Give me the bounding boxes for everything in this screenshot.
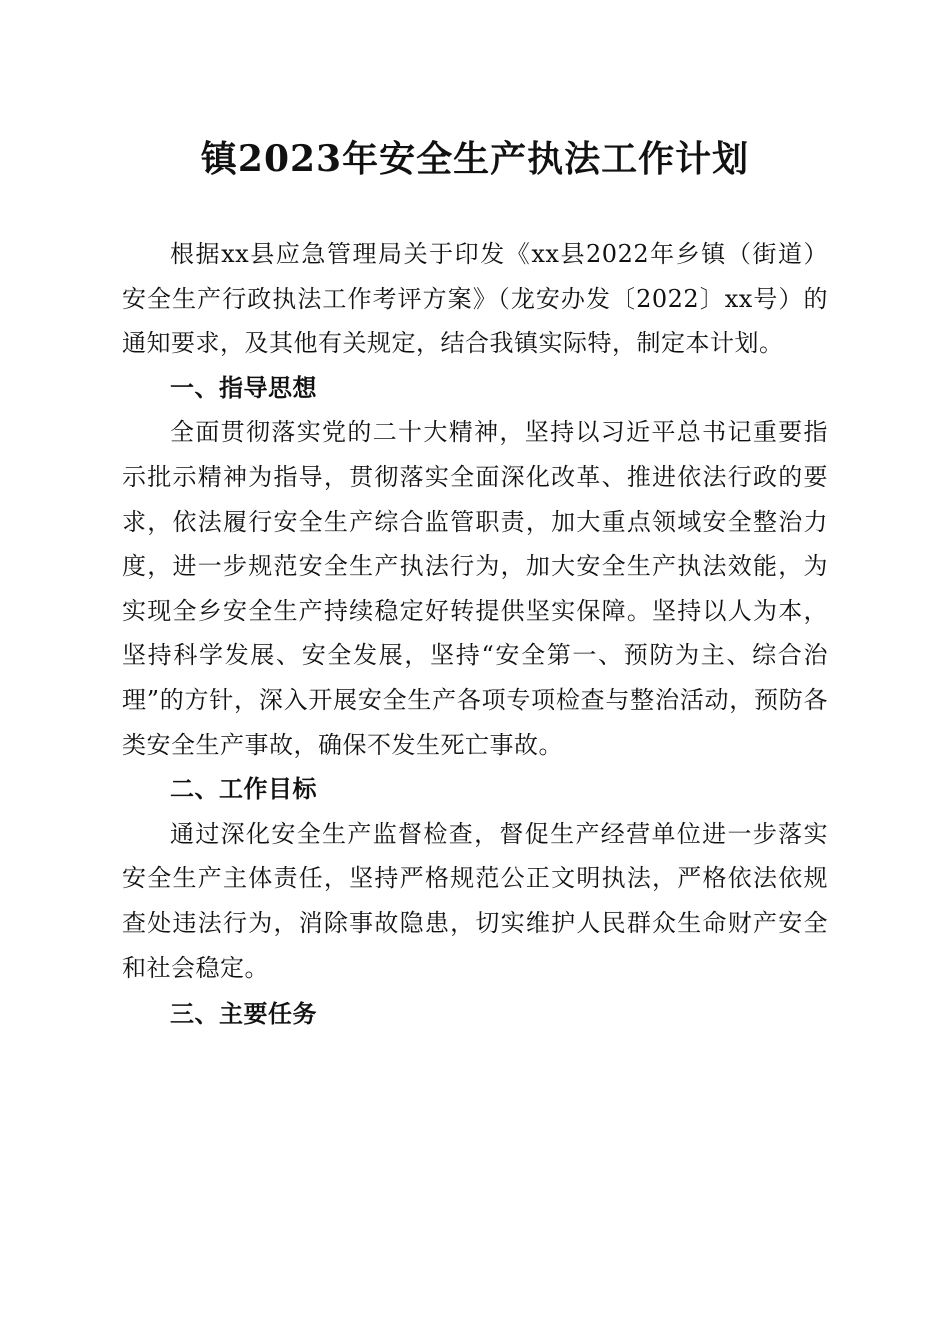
section-heading-work-goals: 二、工作目标: [170, 775, 317, 804]
section-heading-main-tasks: 三、主要任务: [170, 1000, 317, 1029]
page-title: 镇2023年安全生产执法工作计划: [200, 138, 750, 180]
section-heading-guiding-ideology: 一、指导思想: [170, 373, 317, 402]
section-paragraph-work-goals: 通过深化安全生产监督检查，督促生产经营单位进一步落实安全生产主体责任，坚持严格规范公正文明执法，严格依法依规查处违法行为，消除事故隐患，切实维护人民群众生命财产安全和社会稳定。: [122, 819, 828, 982]
intro-paragraph: 根据xx县应急管理局关于印发《xx县2022年乡镇（街道）安全生产行政执法工作考评方案》（龙安办发〔2022〕xx号）的通知要求，及其他有关规定，结合我镇实际特，制定本计划。: [122, 240, 828, 358]
document-body: [122, 232, 828, 1037]
section-paragraph-guiding-ideology: 全面贯彻落实党的二十大精神，坚持以习近平总书记重要指示批示精神为指导，贯彻落实全面深化改革、推进依法行政的要求，依法履行安全生产综合监管职责，加大重点领域安全整治力度，进一步规范安全生产执法行为，加大安全生产执法效能，为实现全乡安全生产持续稳定好转提供坚实保障。坚持以人为本，坚持科学发展、安全发展，坚持“安全第一、预防为主、综合治理”的方针，深入开展安全生产各项专项检查与整治活动，预防各类安全生产事故，确保不发生死亡事故。: [122, 418, 828, 759]
